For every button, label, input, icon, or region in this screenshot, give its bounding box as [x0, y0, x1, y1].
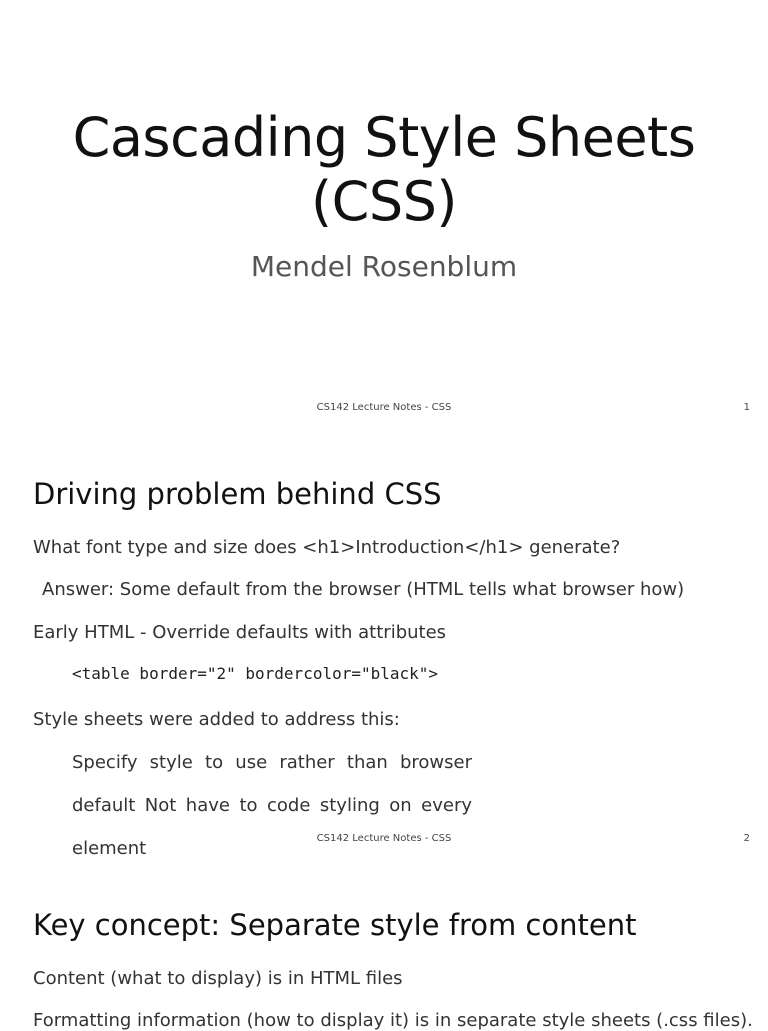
slide-title: Cascading Style Sheets (CSS)	[72, 106, 696, 233]
slide-heading: Driving problem behind CSS	[33, 477, 442, 511]
page-number: 2	[743, 833, 750, 844]
code-sample: <table border="2" bordercolor="black">	[72, 664, 439, 683]
slide-2	[0, 431, 768, 862]
style-paragraph: Specify style to use rather than browser default Not have to code styling on every element	[72, 752, 472, 859]
stylesheets-text: Style sheets were added to address this:	[33, 709, 400, 730]
page-number: 1	[743, 402, 750, 413]
slide-3	[0, 862, 768, 1031]
slide-footer: CS142 Lecture Notes - CSS	[316, 402, 452, 413]
slide-footer: CS142 Lecture Notes - CSS	[316, 833, 452, 844]
slide-heading: Key concept: Separate style from content	[33, 908, 637, 942]
content-text: Content (what to display) is in HTML files	[33, 968, 403, 989]
formatting-text: Formatting information (how to display it) is in separate style sheets (.css files).	[33, 1010, 753, 1031]
question-text: What font type and size does <h1>Introduction</h1> generate?	[33, 537, 621, 558]
slide-1	[0, 0, 768, 431]
answer-text: Answer: Some default from the browser (HTML tells what browser how)	[42, 579, 685, 600]
author-name: Mendel Rosenblum	[250, 250, 518, 283]
early-html-text: Early HTML - Override defaults with attributes	[33, 622, 447, 643]
